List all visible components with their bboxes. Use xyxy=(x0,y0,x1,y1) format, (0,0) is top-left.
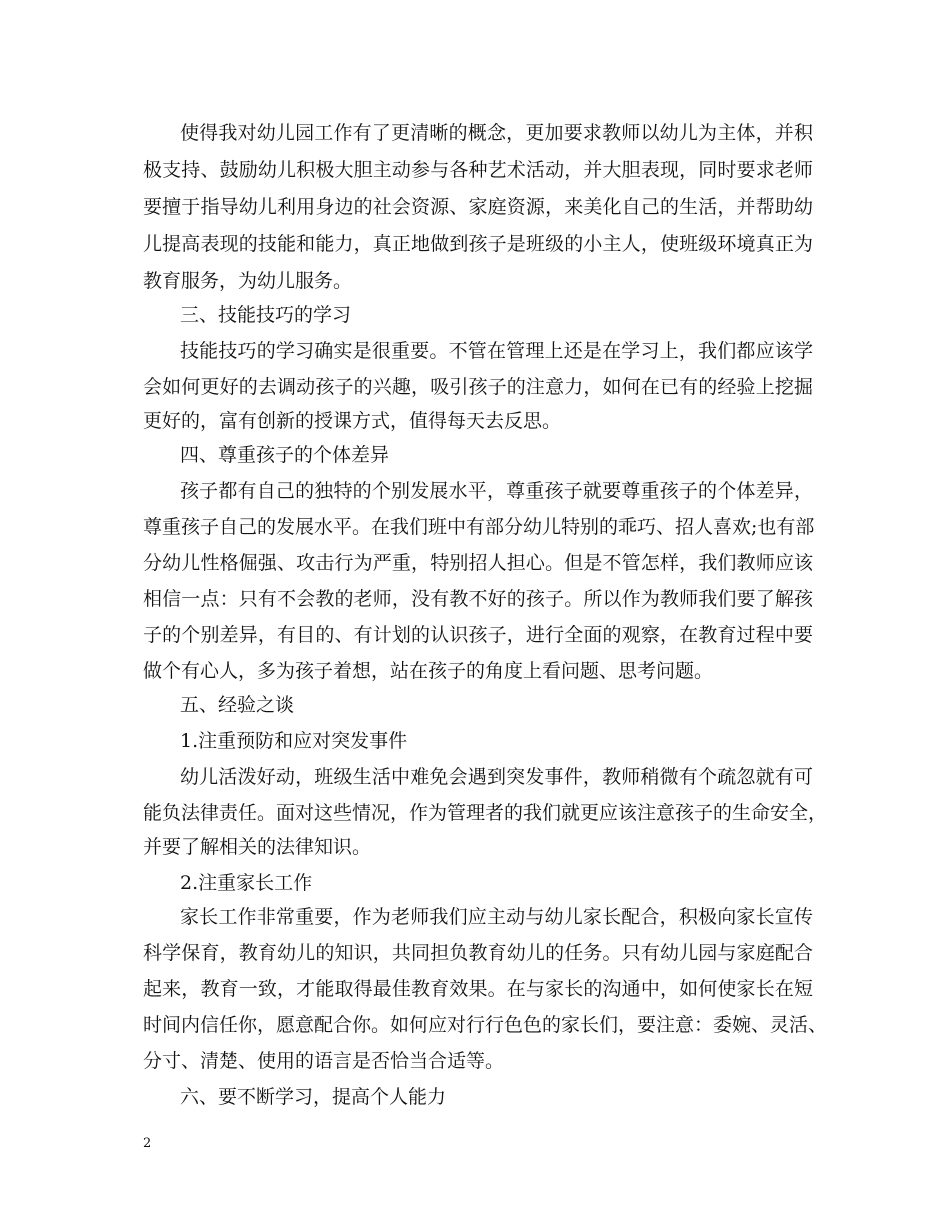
text-line: 要擅于指导幼儿利用身边的社会资源、家庭资源，来美化自己的生活，并帮助幼 xyxy=(143,196,813,218)
section-heading: 四、尊重孩子的个体差异 xyxy=(180,444,390,466)
text-line: 使得我对幼儿园工作有了更清晰的概念，更加要求教师以幼儿为主体，并积 xyxy=(180,122,813,144)
subsection-heading: 2.注重家长工作 xyxy=(180,872,313,894)
text-line: 会如何更好的去调动孩子的兴趣，吸引孩子的注意力，如何在已有的经验上挖掘 xyxy=(143,376,813,398)
text-line: 科学保育，教育幼儿的知识，共同担负教育幼儿的任务。只有幼儿园与家庭配合 xyxy=(143,942,813,964)
text-line: 儿提高表现的技能和能力，真正地做到孩子是班级的小主人，使班级环境真正为 xyxy=(143,233,813,255)
text-line: 起来，教育一致，才能取得最佳教育效果。在与家长的沟通中，如何使家长在短 xyxy=(143,978,813,1000)
text-line: 相信一点：只有不会教的老师，没有教不好的孩子。所以作为教师我们要了解孩 xyxy=(143,588,813,610)
text-line: 孩子都有自己的独特的个别发展水平，尊重孩子就要尊重孩子的个体差异， xyxy=(180,480,813,502)
text-line: 能负法律责任。面对这些情况，作为管理者的我们就更应该注意孩子的生命安全， xyxy=(143,802,828,824)
text-line: 极支持、鼓励幼儿积极大胆主动参与各种艺术活动，并大胆表现，同时要求老师 xyxy=(143,159,813,181)
subsection-heading: 1.注重预防和应对突发事件 xyxy=(180,730,408,752)
text-line: 技能技巧的学习确实是很重要。不管在管理上还是在学习上，我们都应该学 xyxy=(180,340,813,362)
text-line: 分幼儿性格倔强、攻击行为严重，特别招人担心。但是不管怎样，我们教师应该 xyxy=(143,552,813,574)
page-number: 2 xyxy=(143,1136,152,1151)
text-line: 幼儿活泼好动，班级生活中难免会遇到突发事件，教师稍微有个疏忽就有可 xyxy=(180,766,813,788)
text-line: 分寸、清楚、使用的语言是否恰当合适等。 xyxy=(143,1050,505,1072)
text-line: 并要了解相关的法律知识。 xyxy=(143,836,372,858)
section-heading: 六、要不断学习，提高个人能力 xyxy=(180,1086,447,1108)
text-line: 教育服务，为幼儿服务。 xyxy=(143,270,353,292)
text-line: 时间内信任你，愿意配合你。如何应对行行色色的家长们，要注意：委婉、灵活、 xyxy=(143,1014,828,1036)
text-line: 更好的，富有创新的授课方式，值得每天去反思。 xyxy=(143,410,562,432)
text-line: 做个有心人，多为孩子着想，站在孩子的角度上看问题、思考问题。 xyxy=(143,660,714,682)
text-line: 家长工作非常重要，作为老师我们应主动与幼儿家长配合，积极向家长宣传 xyxy=(180,906,813,928)
section-heading: 三、技能技巧的学习 xyxy=(180,304,352,326)
text-line: 尊重孩子自己的发展水平。在我们班中有部分幼儿特别的乖巧、招人喜欢;也有部 xyxy=(143,516,815,538)
section-heading: 五、经验之谈 xyxy=(180,694,295,716)
text-line: 子的个别差异，有目的、有计划的认识孩子，进行全面的观察，在教育过程中要 xyxy=(143,624,813,646)
